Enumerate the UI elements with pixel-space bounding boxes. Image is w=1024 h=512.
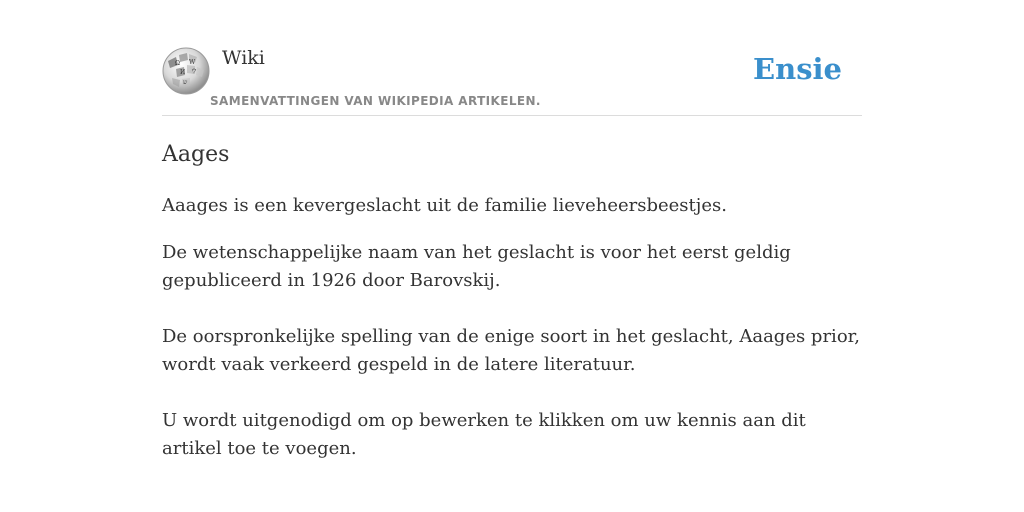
ensie-brand-link[interactable]: Ensie [753, 52, 842, 86]
article-title: Aages [162, 142, 230, 167]
site-tagline: SAMENVATTINGEN VAN WIKIPEDIA ARTIKELEN. [210, 94, 541, 108]
article-paragraph-1: Aaages is een kevergeslacht uit de familie lieveheersbeestjes. [162, 195, 727, 216]
svg-text:Ω: Ω [175, 60, 180, 67]
svg-text:W: W [189, 59, 196, 66]
article-paragraph-4: U wordt uitgenodigd om op bewerken te klikken om uw kennis aan dit artikel toe te voegen. [162, 410, 806, 459]
page [162, 0, 862, 512]
article-paragraph-2: De wetenschappelijke naam van het geslacht is voor het eerst geldig gepubliceerd in 1926 door Barovskij. [162, 242, 791, 291]
site-header [162, 0, 862, 116]
svg-text:ש: ש [183, 79, 188, 86]
wikipedia-globe-icon-svg [162, 47, 210, 95]
article-content [162, 192, 862, 463]
site-name-link[interactable]: Wiki [222, 47, 265, 69]
wikipedia-globe-icon[interactable] [162, 47, 210, 95]
svg-text:И: И [180, 69, 186, 76]
article-paragraph-3: De oorspronkelijke spelling van de enige soort in het geslacht, Aaages prior, wordt vaak verkeerd gespeld in de latere literatuur. [162, 326, 861, 375]
svg-text:ウ: ウ [191, 68, 198, 75]
